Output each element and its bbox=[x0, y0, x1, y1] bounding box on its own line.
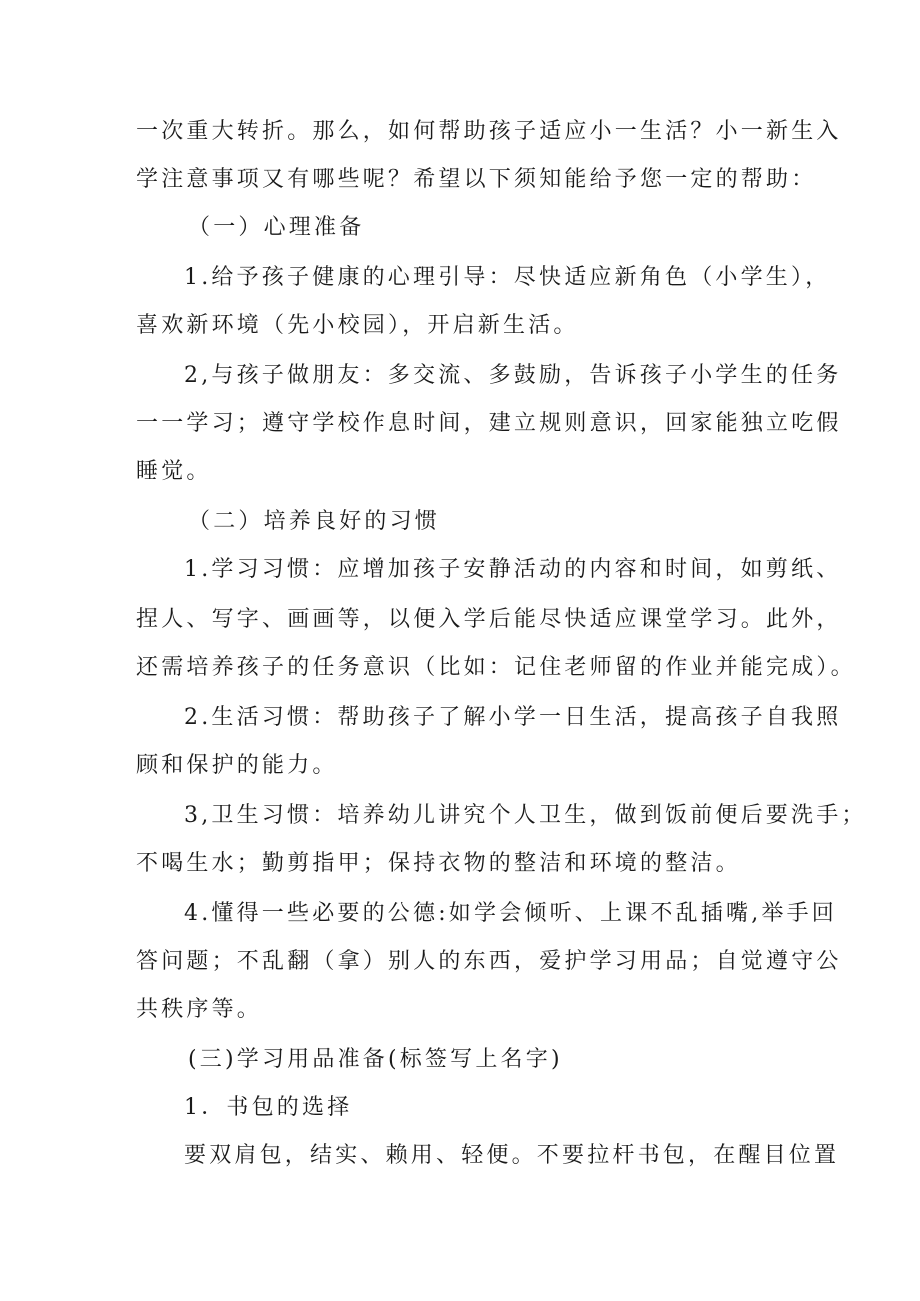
paragraph-line: 捏人、写字、画画等，以便入学后能尽快适应课堂学习。此外， bbox=[136, 607, 842, 632]
section-heading-psychological: （一）心理准备 bbox=[188, 215, 365, 240]
paragraph-line: 2,与孩子做朋友：多交流、多鼓励，告诉孩子小学生的任务 bbox=[184, 363, 842, 388]
paragraph-line: 1.给予孩子健康的心理引导：尽快适应新角色（小学生）， bbox=[184, 265, 831, 290]
subsection-heading-bag: 1．书包的选择 bbox=[184, 1095, 353, 1120]
paragraph-line: 一次重大转折。那么，如何帮助孩子适应小一生活？小一新生入 bbox=[136, 119, 842, 144]
paragraph-line: 不喝生水；勤剪指甲；保持衣物的整洁和环境的整洁。 bbox=[136, 851, 741, 876]
paragraph-line: 要双肩包，结实、赖用、轻便。不要拉杆书包，在醒目位置 bbox=[184, 1143, 840, 1168]
paragraph-line: 4.懂得一些必要的公德:如学会倾听、上课不乱插嘴,举手回 bbox=[184, 901, 837, 926]
paragraph-line: 3,卫生习惯：培养幼儿讲究个人卫生，做到饭前便后要洗手； bbox=[184, 803, 867, 828]
paragraph-line: 学注意事项又有哪些呢？希望以下须知能给予您一定的帮助： bbox=[136, 167, 817, 192]
paragraph-line: 睡觉。 bbox=[136, 459, 212, 484]
section-heading-habits: （二）培养良好的习惯 bbox=[188, 509, 441, 534]
paragraph-line: 共秩序等。 bbox=[136, 997, 263, 1022]
paragraph-line: 答问题；不乱翻（拿）别人的东西，爱护学习用品；自觉遵守公 bbox=[136, 949, 842, 974]
paragraph-line: 顾和保护的能力。 bbox=[136, 753, 338, 778]
paragraph-line: 一一学习；遵守学校作息时间，建立规则意识，回家能独立吃假 bbox=[136, 411, 842, 436]
paragraph-line: 喜欢新环境（先小校园），开启新生活。 bbox=[136, 313, 579, 338]
paragraph-line: 还需培养孩子的任务意识（比如：记住老师留的作业并能完成）。 bbox=[136, 655, 856, 680]
paragraph-line: 1.学习习惯：应增加孩子安静活动的内容和时间，如剪纸、 bbox=[184, 557, 842, 582]
section-heading-supplies: (三)学习用品准备(标签写上名字) bbox=[188, 1047, 563, 1072]
paragraph-line: 2.生活习惯：帮助孩子了解小学一日生活，提高孩子自我照 bbox=[184, 705, 842, 730]
